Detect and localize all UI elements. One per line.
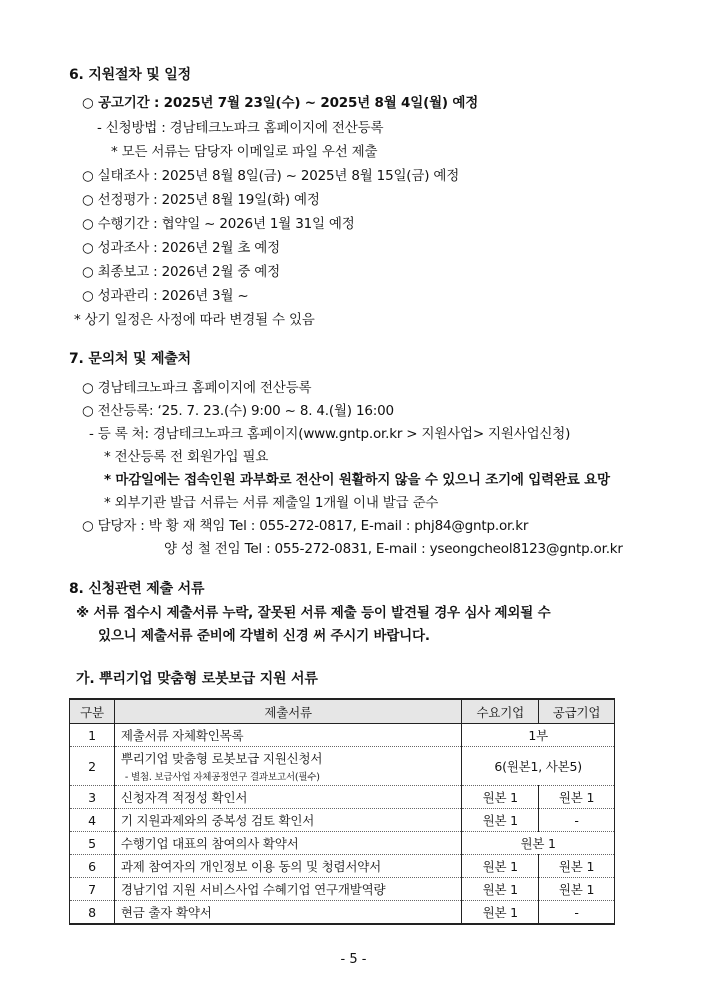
row-no: 5	[70, 832, 115, 855]
registration-period: ○ 전산등록: ‘25. 7. 23.(수) 9:00 ~ 8. 4.(월) 16:00	[82, 403, 394, 419]
row-no: 2	[70, 747, 115, 786]
header-demand-company: 수요기업	[462, 699, 539, 724]
row-document: 경남기업 지원 서비스사업 수혜기업 연구개발역량	[114, 878, 461, 901]
row-demand: 원본 1	[462, 878, 539, 901]
row-demand: 원본 1	[462, 809, 539, 832]
table-row	[70, 878, 615, 901]
row-document: 제출서류 자체확인목록	[114, 724, 461, 747]
row-no: 4	[70, 809, 115, 832]
row-supply: 원본 1	[539, 855, 615, 878]
row-no: 8	[70, 901, 115, 925]
row-no: 3	[70, 786, 115, 809]
schedule-change-note: * 상기 일정은 사정에 따라 변경될 수 있음	[74, 312, 315, 328]
submission-warning-line-1: ※ 서류 접수시 제출서류 누락, 잘못된 서류 제출 등이 발견될 경우 심사 제외될 수	[76, 605, 551, 621]
signup-required-note: * 전산등록 전 회원가입 필요	[104, 449, 269, 465]
row-document-attachment: - 별첨. 보급사업 자체공정연구 결과보고서(필수)	[124, 772, 320, 783]
section-8-title: 8. 신청관련 제출 서류	[69, 581, 205, 597]
row-demand: 원본 1	[462, 786, 539, 809]
row-document: 수행기업 대표의 참여의사 확약서	[114, 832, 461, 855]
row-document-cell	[114, 747, 461, 786]
row-document: 신청자격 적정성 확인서	[114, 786, 461, 809]
survey-period: ○ 실태조사 : 2025년 8월 8일(금) ~ 2025년 8월 15일(금) 예정	[82, 168, 460, 184]
table-header-row	[70, 699, 615, 724]
registration-site: - 등 록 처: 경남테크노파크 홈페이지(www.gntp.or.kr > 지원사업> 지원사업신청)	[89, 426, 571, 442]
row-no: 1	[70, 724, 115, 747]
announcement-period: ○ 공고기간 : 2025년 7월 23일(수) ~ 2025년 8월 4일(월) 예정	[82, 95, 479, 111]
contact-person-2: 양 성 철 전임 Tel : 055-272-0831, E-mail : yseongcheol8123@gntp.or.kr	[164, 541, 623, 557]
submission-warning-line-2: 있으니 제출서류 준비에 각별히 신경 써 주시기 바랍니다.	[98, 628, 430, 644]
header-document: 제출서류	[114, 699, 461, 724]
header-supply-company: 공급기업	[539, 699, 615, 724]
row-count-merged: 원본 1	[462, 832, 615, 855]
application-method: - 신청방법 : 경남테크노파크 홈페이지에 전산등록	[97, 120, 384, 136]
row-supply: -	[539, 901, 615, 925]
row-document: 과제 참여자의 개인정보 이용 동의 및 청렴서약서	[114, 855, 461, 878]
section-6-title: 6. 지원절차 및 일정	[69, 67, 191, 83]
section-7-title: 7. 문의처 및 제출처	[69, 351, 191, 367]
table-title: 가. 뿌리기업 맞춤형 로봇보급 지원 서류	[76, 671, 318, 687]
outcome-survey: ○ 성과조사 : 2026년 2월 초 예정	[82, 240, 280, 256]
row-document: 현금 출자 확약서	[114, 901, 461, 925]
contact-person-1: ○ 담당자 : 박 황 재 책임 Tel : 055-272-0817, E-mail : phj84@gntp.or.kr	[82, 518, 529, 534]
external-document-note: * 외부기관 발급 서류는 서류 제출일 1개월 이내 발급 준수	[104, 495, 439, 511]
row-demand: 원본 1	[462, 901, 539, 925]
row-document: 뿌리기업 맞춤형 로봇보급 지원신청서	[120, 751, 323, 766]
row-supply: 원본 1	[539, 878, 615, 901]
outcome-management: ○ 성과관리 : 2026년 3월 ~	[82, 288, 249, 304]
row-no: 6	[70, 855, 115, 878]
table-row	[70, 901, 615, 925]
table-row	[70, 832, 615, 855]
online-registration: ○ 경남테크노파크 홈페이지에 전산등록	[82, 380, 312, 396]
table-row	[70, 809, 615, 832]
row-count-merged: 1부	[462, 724, 615, 747]
header-no: 구분	[70, 699, 115, 724]
table-row	[70, 724, 615, 747]
table-row	[70, 786, 615, 809]
table-row	[70, 747, 615, 786]
execution-period: ○ 수행기간 : 협약일 ~ 2026년 1월 31일 예정	[82, 216, 355, 232]
table-row	[70, 855, 615, 878]
evaluation-date: ○ 선정평가 : 2025년 8월 19일(화) 예정	[82, 192, 320, 208]
email-submission-note: * 모든 서류는 담당자 이메일로 파일 우선 제출	[111, 144, 378, 160]
row-supply: -	[539, 809, 615, 832]
required-documents-table	[69, 698, 615, 925]
row-demand: 원본 1	[462, 855, 539, 878]
row-supply: 원본 1	[539, 786, 615, 809]
deadline-warning-note: * 마감일에는 접속인원 과부화로 전산이 원활하지 않을 수 있으니 조기에 입력완료 요망	[104, 472, 610, 488]
row-no: 7	[70, 878, 115, 901]
row-count-merged: 6(원본1, 사본5)	[462, 747, 615, 786]
row-document: 기 지원과제와의 중복성 검토 확인서	[114, 809, 461, 832]
page-number: - 5 -	[340, 952, 367, 967]
final-report: ○ 최종보고 : 2026년 2월 중 예정	[82, 264, 280, 280]
